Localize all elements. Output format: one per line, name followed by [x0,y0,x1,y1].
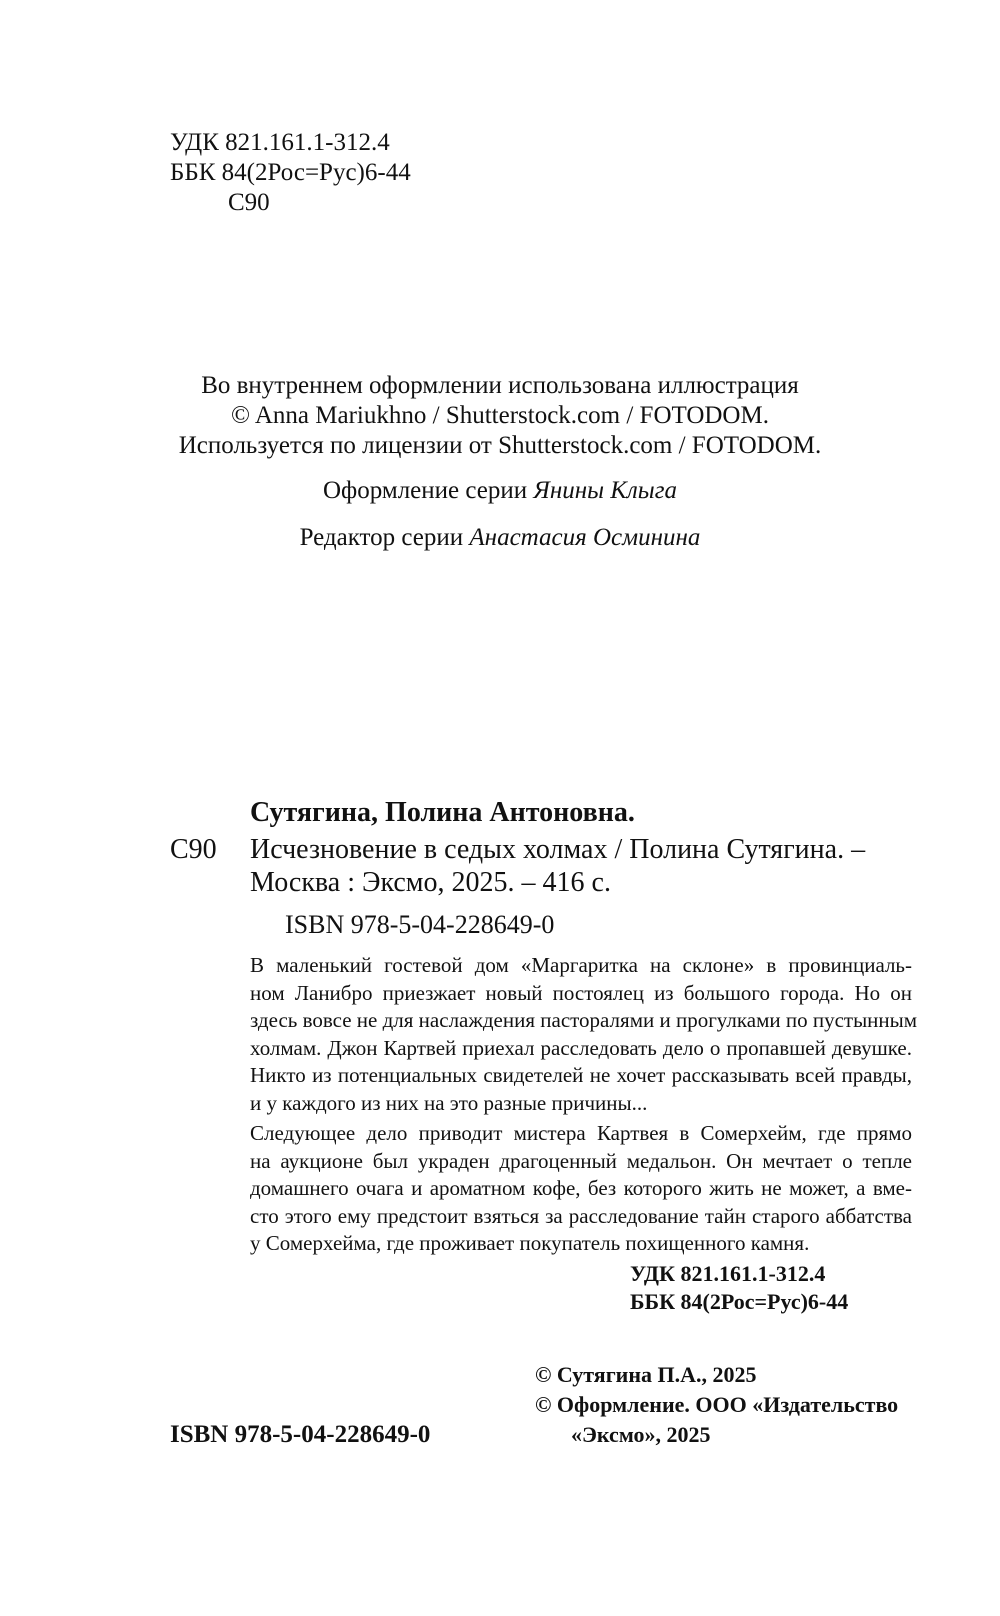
copyright-design: © Оформление. ООО «Издательство [535,1392,899,1417]
annotation-line: ном Ланибро приезжает новый постоялец из большого города. Но он [250,980,912,1005]
copyright-design: «Эксмо», 2025 [571,1422,711,1447]
classification-codes [170,128,411,218]
illustration-credit [0,371,1000,461]
annotation-line: Следующее дело приводит мистера Картвея в Сомерхейм, где прямо [250,1121,912,1145]
footer-udk-code: УДК 821.161.1-312.4 [630,1261,826,1286]
series-editor-name: Анастасия Осминина [469,524,701,551]
annotation-line: домашнего очага и ароматном кофе, без которого жить не может, а вме- [250,1176,912,1200]
catalog-author: Сутягина, Полина Антоновна. [250,797,635,828]
annotation-line: у Сомерхейма, где проживает покупатель похищенного камня. [250,1231,810,1255]
annotation-paragraph-1 [250,952,918,1117]
annotation-line: и у каждого из них на это разные причины... [250,1090,648,1115]
illustration-credit-line: © Anna Mariukhno / Shutterstock.com / FOTODOM. [231,402,769,429]
catalog-isbn: ISBN 978-5-04-228649-0 [285,910,555,939]
catalog-title-line: Исчезновение в седых холмах / Полина Сутягина. – [250,834,866,865]
copyright-block [535,1360,898,1450]
annotation-line: холмам. Джон Картвей приехал расследовать дело о пропавшей девушке. [250,1035,912,1060]
series-designer-name: Янины Клыга [533,477,677,504]
series-design-credit [0,476,1000,506]
annotation-paragraph-2 [250,1120,912,1258]
footer-isbn: ISBN 978-5-04-228649-0 [170,1421,431,1448]
author-sign: С90 [228,189,270,216]
catalog-title-line: Москва : Эксмо, 2025. – 416 с. [250,867,611,898]
catalog-code: С90 [170,834,217,865]
annotation-line: В маленький гостевой дом «Маргаритка на склоне» в провинциаль- [250,953,912,977]
series-editor-label: Редактор серии [299,524,464,551]
annotation-line: здесь вовсе не для наслаждения пасторалями и прогулками по пустынным [250,1008,918,1032]
udk-code: УДК 821.161.1-312.4 [170,129,390,156]
annotation-line: Никто из потенциальных свидетелей не хочет рассказывать всей правды, [250,1063,912,1087]
copyright-author: © Сутягина П.А., 2025 [535,1362,757,1387]
annotation-line: на аукционе был украден драгоценный медальон. Он мечтает о тепле [250,1148,912,1173]
annotation-line: сто этого ему предстоит взяться за расследование тайн старого аббатства [250,1203,912,1228]
footer-classification-codes [630,1260,848,1316]
footer-bbk-code: ББК 84(2Рос=Рус)6-44 [630,1289,849,1314]
series-editor-credit [0,523,1000,553]
illustration-credit-line: Используется по лицензии от Shutterstock.com / FOTODOM. [178,432,822,459]
illustration-credit-line: Во внутреннем оформлении использована иллюстрация [201,372,799,399]
series-design-label: Оформление серии [323,477,528,504]
bbk-code: ББК 84(2Рос=Рус)6-44 [170,159,411,186]
